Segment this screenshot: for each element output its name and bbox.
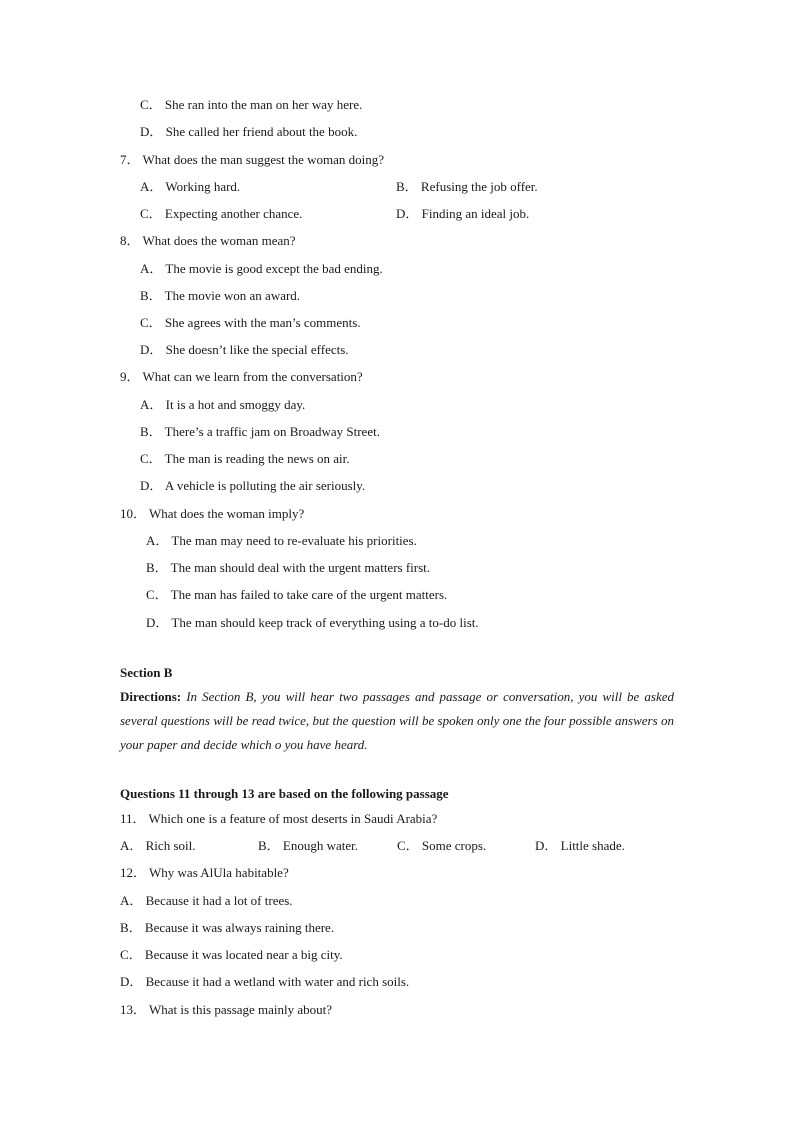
q11-stem: 11． Which one is a feature of most deserts in Saudi Arabia? xyxy=(120,811,438,826)
q13-stem: 13． What is this passage mainly about? xyxy=(120,1002,333,1017)
q10-stem: 10． What does the woman imply? xyxy=(120,506,305,521)
q6-option-d: D． She called her friend about the book. xyxy=(140,124,358,139)
q10-option-a: A． The man may need to re-evaluate his priorities. xyxy=(146,533,417,548)
q11-option-a: A． Rich soil. xyxy=(120,838,196,853)
section-b-heading: Section B xyxy=(120,665,173,680)
q12-stem: 12． Why was AlUla habitable? xyxy=(120,865,289,880)
section-b-directions xyxy=(120,685,674,757)
q9-option-a: A． It is a hot and smoggy day. xyxy=(140,397,306,412)
q12-option-d: D． Because it had a wetland with water and rich soils. xyxy=(120,974,410,989)
q8-option-c: C． She agrees with the man’s comments. xyxy=(140,315,361,330)
q11-option-d: D． Little shade. xyxy=(535,838,625,853)
q7-option-c: C． Expecting another chance. xyxy=(140,206,303,221)
q12-option-b: B． Because it was always raining there. xyxy=(120,920,335,935)
q9-stem: 9． What can we learn from the conversation? xyxy=(120,369,363,384)
q7-option-d: D． Finding an ideal job. xyxy=(396,206,530,221)
q10-option-b: B． The man should deal with the urgent matters first. xyxy=(146,560,431,575)
q12-option-a: A． Because it had a lot of trees. xyxy=(120,893,293,908)
q7-option-a: A． Working hard. xyxy=(140,179,241,194)
q10-option-d: D． The man should keep track of everything using a to-do list. xyxy=(146,615,479,630)
q8-stem: 8． What does the woman mean? xyxy=(120,233,296,248)
q8-option-d: D． She doesn’t like the special effects. xyxy=(140,342,349,357)
q12-option-c: C． Because it was located near a big city. xyxy=(120,947,343,962)
q8-option-a: A． The movie is good except the bad ending. xyxy=(140,261,383,276)
q9-option-c: C． The man is reading the news on air. xyxy=(140,451,350,466)
q11-option-b: B． Enough water. xyxy=(258,838,359,853)
q10-option-c: C． The man has failed to take care of the urgent matters. xyxy=(146,587,448,602)
q7-option-b: B． Refusing the job offer. xyxy=(396,179,538,194)
directions-label: Directions: xyxy=(120,689,182,704)
questions-group-heading: Questions 11 through 13 are based on the following passage xyxy=(120,786,449,801)
q9-option-b: B． There’s a traffic jam on Broadway Street. xyxy=(140,424,380,439)
q11-option-c: C． Some crops. xyxy=(397,838,487,853)
q8-option-b: B． The movie won an award. xyxy=(140,288,301,303)
q9-option-d: D． A vehicle is polluting the air seriously. xyxy=(140,478,366,493)
q6-option-c: C． She ran into the man on her way here. xyxy=(140,97,363,112)
directions-text: In Section B, you will hear two passages and passage or conversation, you will be asked several questions will be read twice, but the question will be spoken only one the four possible answers on your paper and decide which o you have heard. xyxy=(120,689,674,752)
q7-stem: 7． What does the man suggest the woman doing? xyxy=(120,152,385,167)
